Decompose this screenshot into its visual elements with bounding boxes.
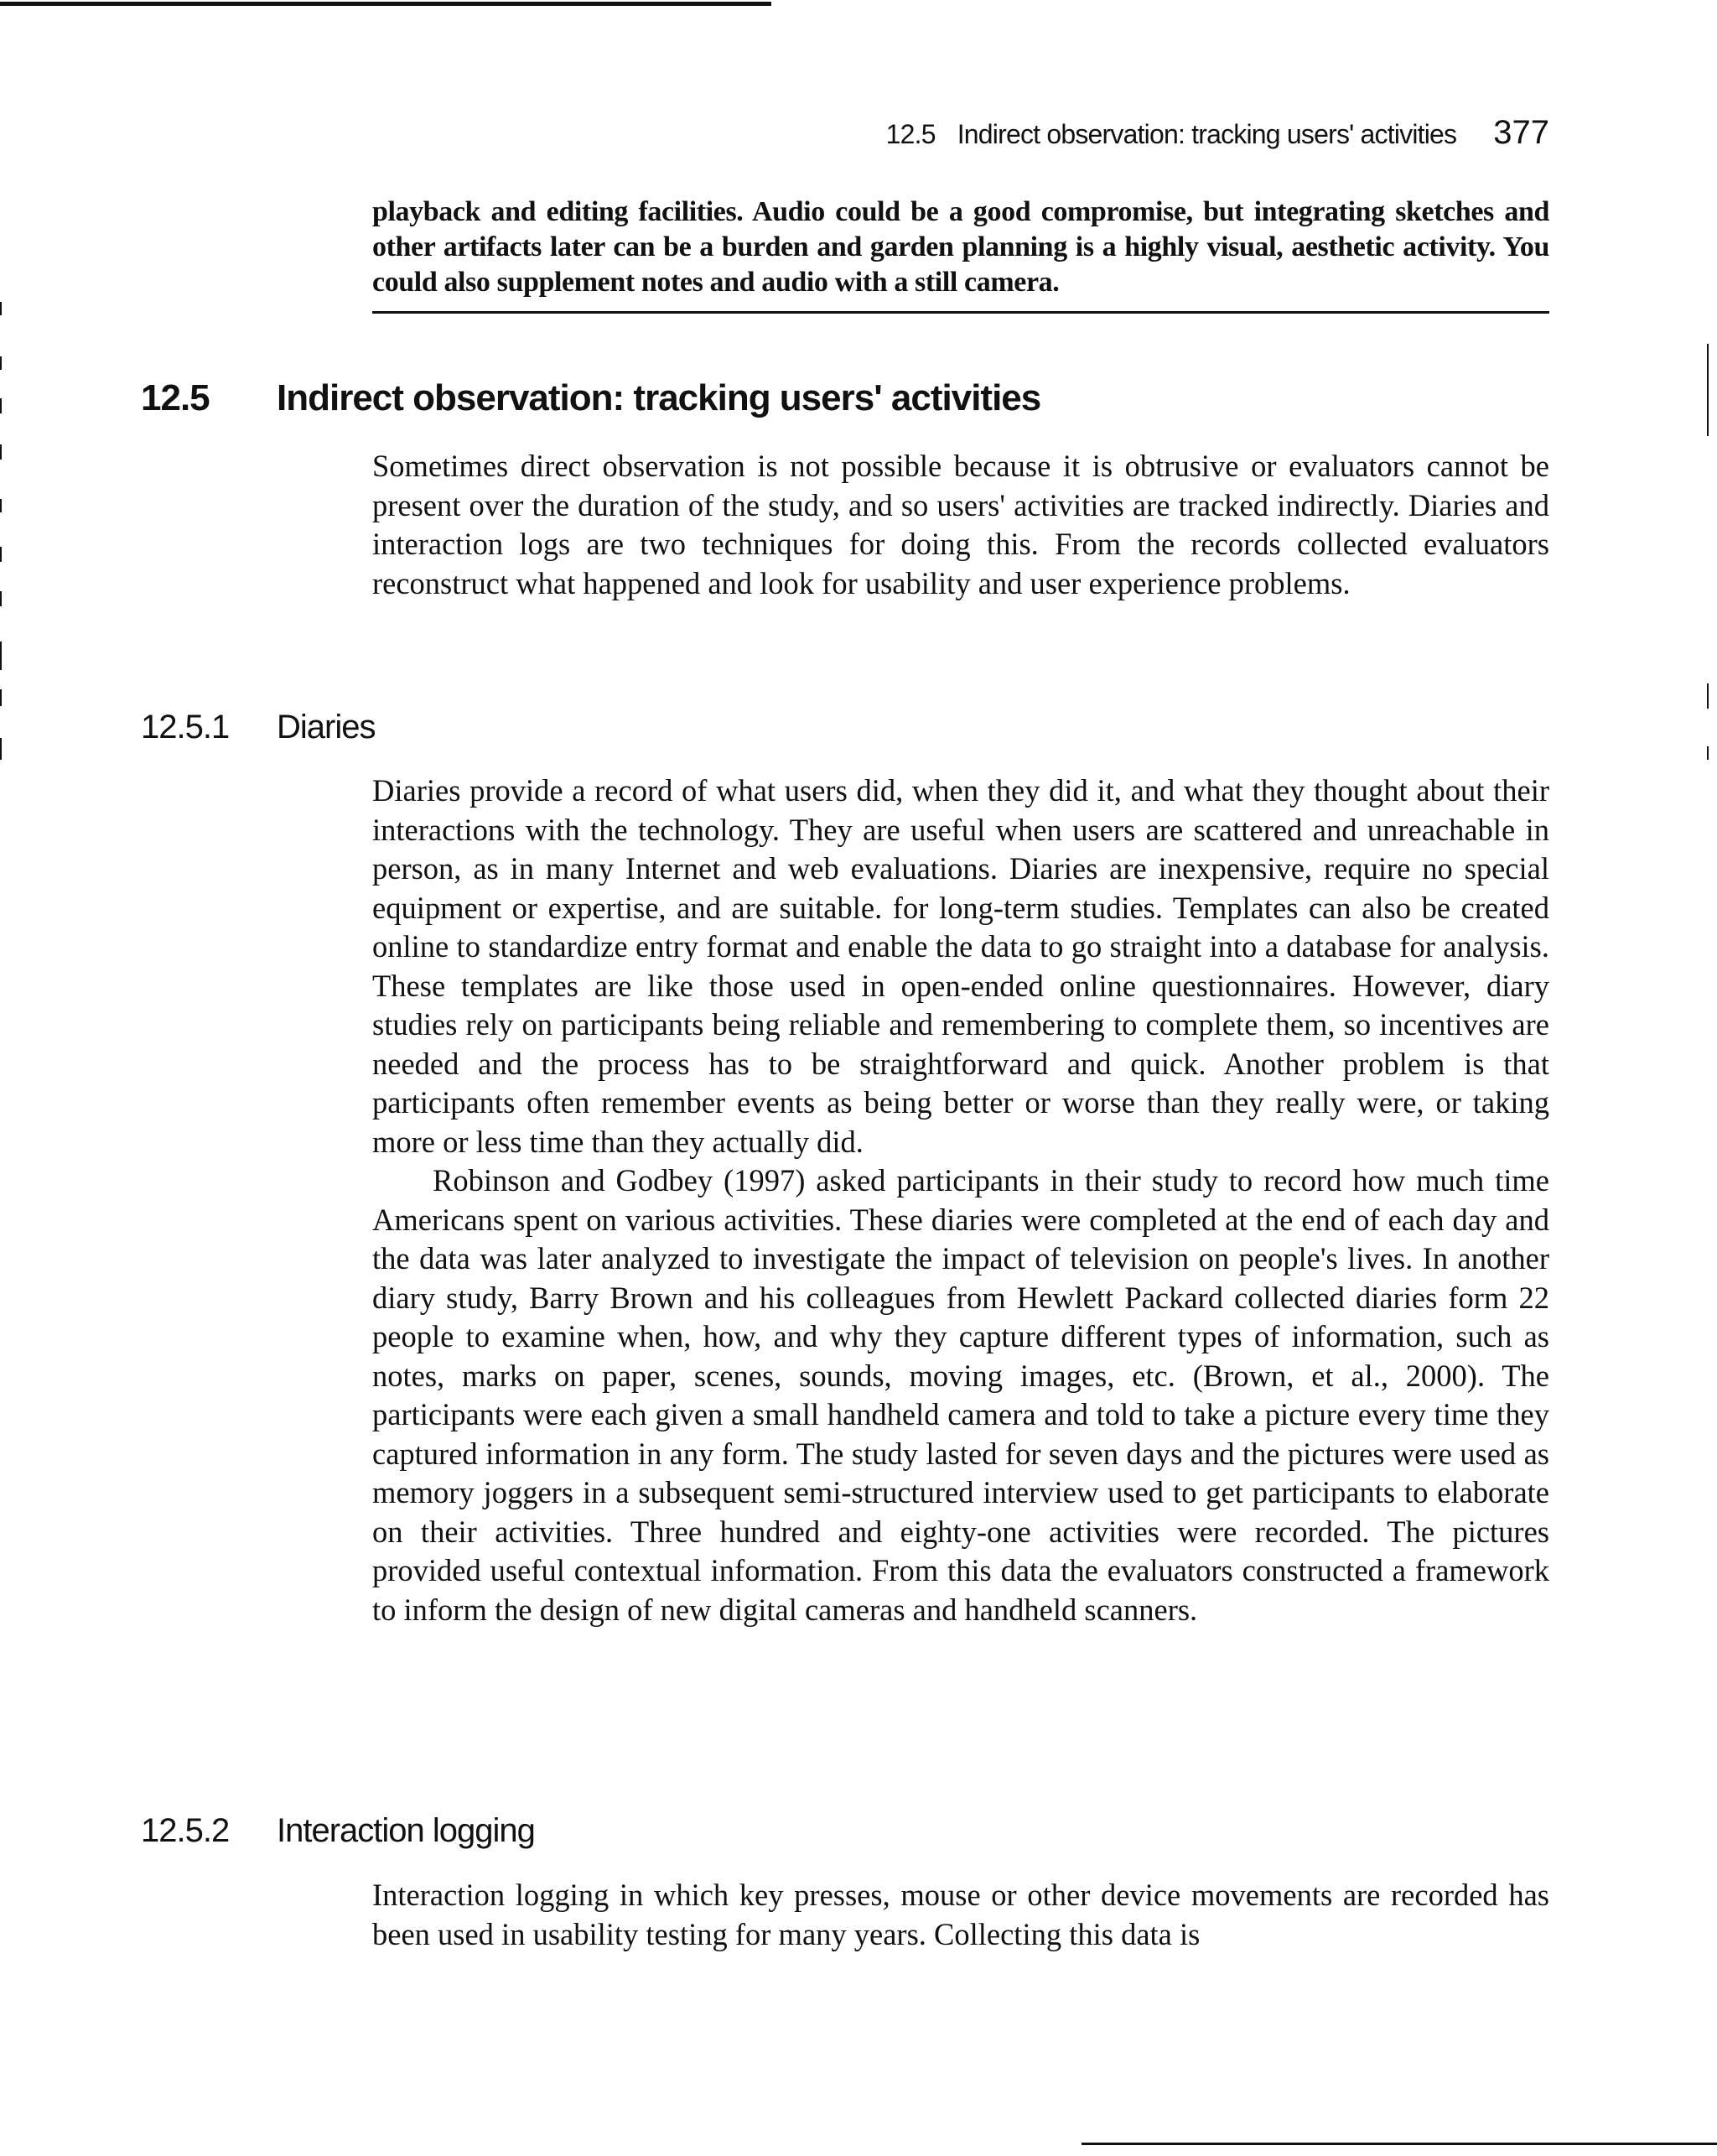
subsection-title: Diaries (277, 709, 376, 746)
margin-mark (0, 642, 2, 670)
margin-mark (0, 444, 2, 460)
margin-mark (1707, 344, 1709, 436)
running-head (805, 114, 1549, 152)
bottom-edge-rule (1082, 2143, 1717, 2145)
margin-mark (0, 591, 2, 606)
margin-mark (0, 398, 2, 413)
margin-mark (0, 547, 2, 562)
page-number: 377 (1493, 114, 1549, 151)
section-intro (372, 447, 1549, 603)
paragraph: Interaction logging in which key presses, mouse or other device movements are recorded has been used in usability testing for many years. Collecting this data is (372, 1878, 1549, 1951)
box-continuation-text: playback and editing facilities. Audio could be a good compromise, but integrating sketches and other artifacts later can be a burden and garden planning is a highly visual, aesthetic activity. You could also supplement notes and audio with a still camera. (372, 196, 1549, 298)
section-heading (141, 377, 1566, 419)
box-bottom-rule (372, 311, 1549, 314)
diaries-body (372, 771, 1549, 1629)
subsection-heading-logging (141, 1812, 979, 1850)
running-head-title: Indirect observation: tracking users' activities (957, 119, 1457, 149)
paragraph: Diaries provide a record of what users did, when they did it, and what they thought about their interactions with the technology. They are useful when users are scattered and unreachable in person, as in many Internet and web evaluations. Diaries are inexpensive, require no special equipment or expertise, and are suitable. for long-term studies. Templates can also be created online to standardize entry format and enable the data to go straight into a database for analysis. These templates are like those used in open-ended online questionnaires. However, diary studies rely on participants being reliable and remembering to complete them, so incentives are needed and the process has to be straightforward and quick. Another problem is that participants often remember events as being better or worse than they really were, or taking more or less time than they actually did. (372, 773, 1549, 1159)
subsection-number: 12.5.1 (141, 709, 230, 746)
paragraph: Robinson and Godbey (1997) asked participants in their study to record how much time Americans spent on various activities. These diaries were completed at the end of each day and the data was later analyzed to investigate the impact of television on people's lives. In another diary study, Barry Brown and his colleagues from Hewlett Packard collected diaries form 22 people to examine when, how, and why they capture different types of information, such as notes, marks on paper, scenes, sounds, moving images, etc. (Brown, et al., 2000). The participants were each given a small handheld camera and told to take a picture every time they captured information in any form. The study lasted for seven days and the pictures were used as memory joggers in a subsequent semi-structured interview used to get participants to elaborate on their activities. Three hundred and eighty-one activities were recorded. The pictures provided useful contextual information. From this data the evaluators constructed a framework to inform the design of new digital cameras and handheld scanners. (372, 1163, 1549, 1627)
margin-mark (0, 499, 2, 512)
logging-body (372, 1876, 1549, 1954)
subsection-number: 12.5.2 (141, 1812, 230, 1849)
margin-mark (0, 689, 2, 706)
margin-mark (0, 302, 2, 315)
margin-mark (0, 356, 2, 370)
margin-mark (1707, 746, 1709, 760)
top-edge-rule (0, 2, 771, 6)
subsection-heading-diaries (141, 709, 979, 746)
paragraph: Sometimes direct observation is not possible because it is obtrusive or evaluators cannot be present over the duration of the study, and so users' activities are tracked indirectly. Diaries and interaction logs are two techniques for doing this. From the records collected evaluators reconstruct what happened and look for usability and user experience problems. (372, 449, 1549, 600)
section-title: Indirect observation: tracking users' activities (277, 377, 1041, 418)
margin-mark (0, 738, 2, 760)
margin-mark (1707, 683, 1709, 709)
running-head-section-number: 12.5 (885, 119, 936, 149)
subsection-title: Interaction logging (277, 1812, 535, 1849)
section-number: 12.5 (141, 377, 210, 418)
